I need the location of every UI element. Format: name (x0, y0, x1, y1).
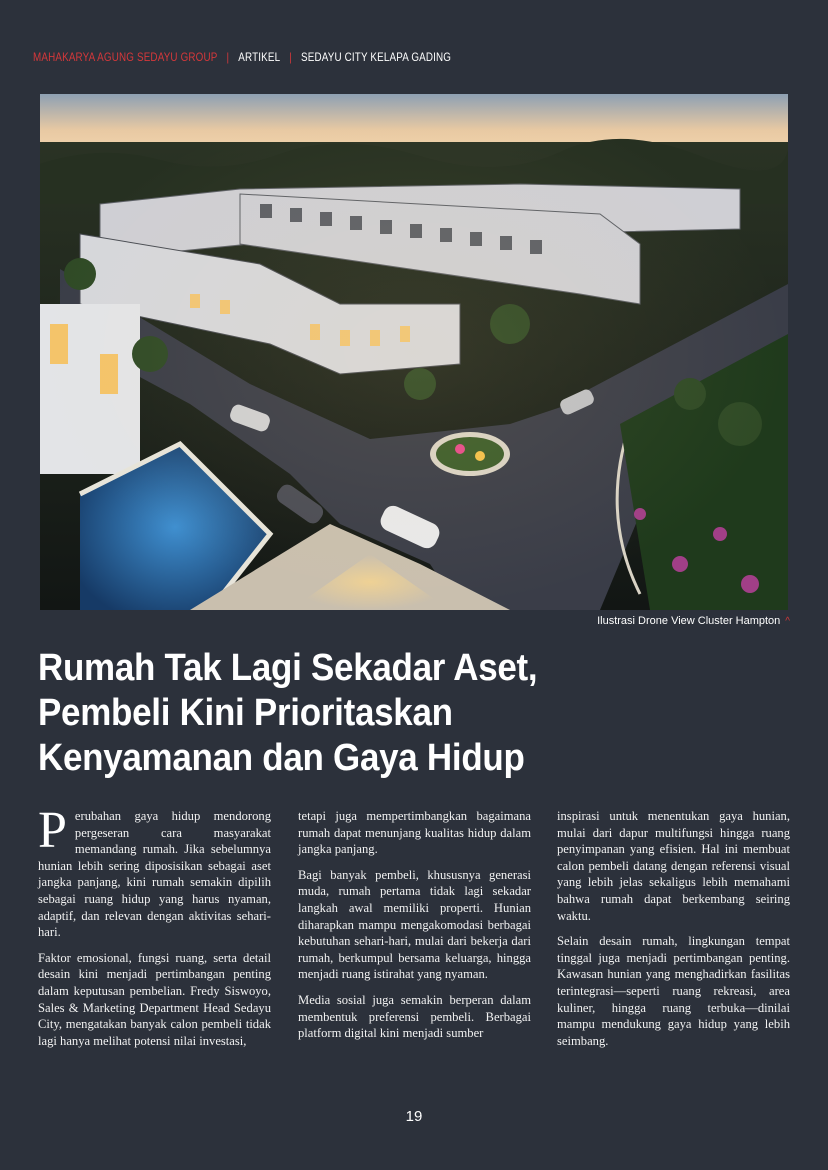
body-column-2 (298, 808, 531, 1051)
paragraph: Selain desain rumah, lingkungan tempat tinggal juga menjadi pertimbangan penting. Kawasan hunian yang menghadirkan fasilitas terintegrasi—seperti ruang rekreasi, area kuliner, hingga ruang terbuka—dinilai mampu mendukung gaya hidup yang lebih seimbang. (557, 934, 790, 1048)
paragraph: Bagi banyak pembeli, khususnya generasi muda, rumah pertama tidak lagi sekadar langkah awal memiliki properti. Hunian diharapkan mampu mengakomodasi berbagai kebutuhan sehari-hari, mulai dari bekerja dari rumah, berkumpul bersama keluarga, hingga menjadi ruang istirahat yang nyaman. (298, 867, 531, 982)
brand-label: MAHAKARYA AGUNG SEDAYU GROUP (33, 50, 218, 64)
title-line-1: Rumah Tak Lagi Sekadar Aset, (38, 647, 538, 689)
title-line-3: Kenyamanan dan Gaya Hidup (38, 737, 525, 779)
paragraph-text: erubahan gaya hidup mendorong pergeseran cara masyarakat memandang rumah. Jika sebelumnya hunian lebih sering diposisikan sebagai aset jangka panjang, kini rumah semakin dipilih sebagai ruang hidup yang harus nyaman, adaptif, dan relevan dengan aktivitas sehari-hari. (38, 809, 271, 940)
paragraph: inspirasi untuk menentukan gaya hunian, mulai dari dapur multifungsi hingga ruang penyimpanan yang efisien. Hal ini membuat calon pembeli datang dengan referensi visual yang lebih jelas sekaligus lebih memahami bahwa rumah dapat berkembang seiring waktu. (557, 809, 790, 923)
body-column-1 (38, 802, 271, 1058)
page-number: 19 (405, 1108, 423, 1125)
location-label: SEDAYU CITY KELAPA GADING (301, 50, 452, 64)
drop-cap: P (38, 802, 67, 859)
paragraph: Media sosial juga semakin berperan dalam membentuk preferensi pembeli. Berbagai platform digital kini menjadi sumber (298, 992, 531, 1041)
header-breadcrumb (33, 50, 451, 64)
paragraph: Faktor emosional, fungsi ruang, serta detail desain kini menjadi pertimbangan penting dalam keputusan pembelian. Fredy Siswoyo, Sales & Marketing Department Head Sedayu City, mengatakan banyak calon pembeli tidak lagi hanya melihat potensi nilai investasi, (38, 950, 271, 1048)
section-label: ARTIKEL (238, 50, 281, 64)
caret-up-icon: ^ (785, 615, 790, 627)
caption-text: Ilustrasi Drone View Cluster Hampton (597, 615, 781, 627)
body-column-3 (557, 808, 790, 1058)
paragraph (38, 802, 271, 941)
paragraph: tetapi juga mempertimbangkan bagaimana rumah dapat menunjang kualitas hidup dalam jangka panjang. (298, 809, 531, 857)
header-separator: | (289, 50, 293, 64)
article-title (38, 646, 798, 781)
title-line-2: Pembeli Kini Prioritaskan (38, 692, 453, 734)
header-separator: | (226, 50, 230, 64)
image-caption (597, 615, 790, 627)
hero-image (40, 94, 788, 610)
drone-view-illustration (40, 94, 788, 610)
